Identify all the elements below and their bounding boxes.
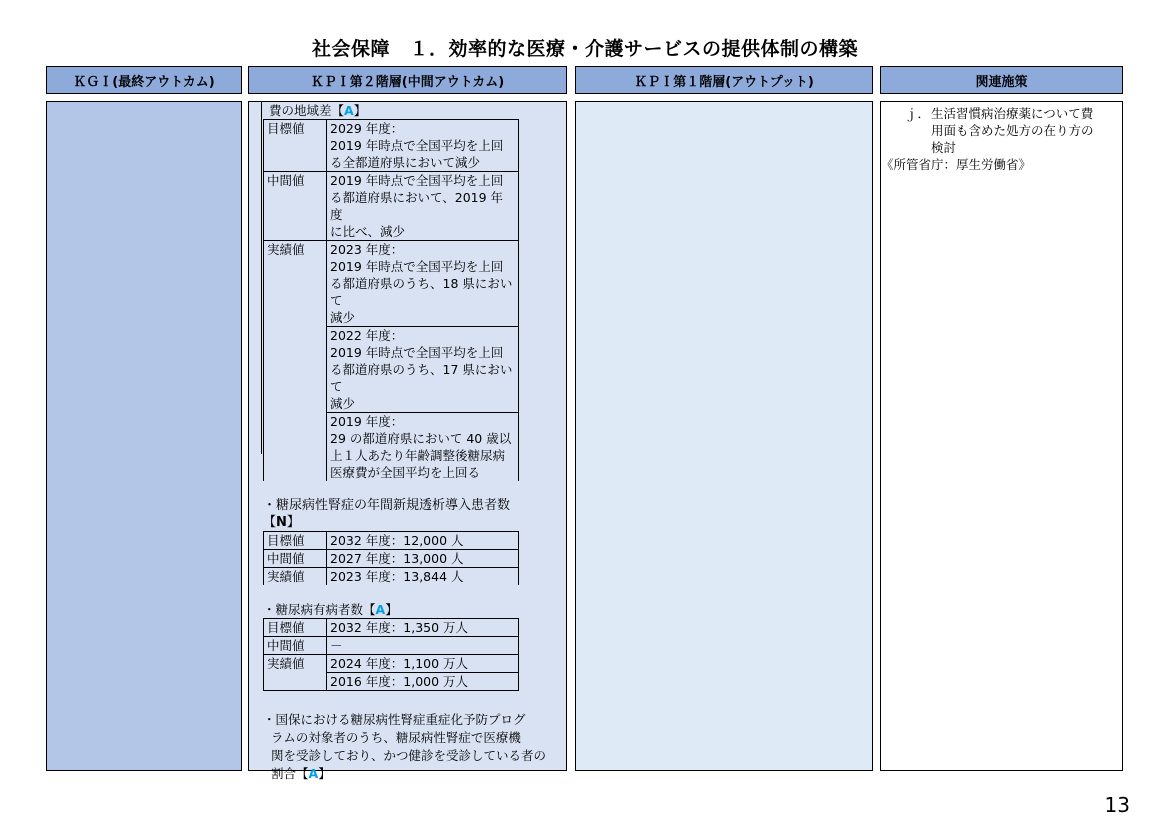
actual-value-2023: 2023 年度： 2019 年時点で全国平均を上回 る都道府県のうち、18 県において 減少 xyxy=(327,241,519,327)
table-row: 2016 年度：1,000 万人 xyxy=(264,673,519,691)
item4-text: ・国保における糖尿病性腎症重症化予防プログ ラムの対象者のうち、糖尿病性腎症で医療機 関を受診しており、かつ健診を受診している者の 割合【A】 xyxy=(263,712,547,781)
item4-letter: A xyxy=(308,766,319,781)
interim-label: 中間値 xyxy=(264,172,327,241)
header-kgi: ＫＧＩ(最終アウトカム) xyxy=(46,66,242,94)
table-row xyxy=(264,241,519,327)
header-kpi2: ＫＰＩ第２階層(中間アウトカム) xyxy=(248,66,567,94)
item1-letter: A xyxy=(344,103,354,118)
table-row: 中間値 2027 年度：13,000 人 xyxy=(264,550,519,568)
measures-column xyxy=(880,101,1123,771)
item3-title: ・糖尿病有病者数【A】 xyxy=(263,602,398,617)
actual-value-2019: 2019 年度： 29 の都道府県において 40 歳以 上１人あたり年齢調整後糖尿病 医療費が全国平均を上回る xyxy=(327,413,519,482)
kpi2-content xyxy=(263,102,562,781)
item2-letter: N xyxy=(276,515,287,530)
measure-j-number: ｊ． xyxy=(905,106,931,121)
measures-content xyxy=(881,102,1122,173)
target-label: 目標値 xyxy=(264,120,327,172)
table-row: 実績値 2023 年度：13,844 人 xyxy=(264,568,519,586)
measure-j-text: 生活習慣病治療薬について費 用面も含めた処方の在り方の 検討 xyxy=(931,106,1094,155)
continuation-line xyxy=(261,102,262,454)
item3-letter: A xyxy=(375,602,386,617)
actual-value-2022: 2022 年度： 2019 年時点で全国平均を上回 る都道府県のうち、17 県において 減少 xyxy=(327,327,519,413)
table-row: 目標値 2032 年度：1,350 万人 xyxy=(264,619,519,637)
item3-table xyxy=(263,618,519,691)
actual-label: 実績値 xyxy=(264,241,327,482)
kgi-column xyxy=(46,101,242,771)
table-row xyxy=(264,120,519,172)
measure-j xyxy=(891,105,1112,156)
page-title: 社会保障 １．効率的な医療・介護サービスの提供体制の構築 xyxy=(311,38,858,60)
header-kpi1: ＫＰＩ第１階層(アウトプット) xyxy=(575,66,873,94)
kpi1-column xyxy=(575,101,873,771)
kpi2-column xyxy=(248,101,567,781)
item1-title: 費の地域差【A】 xyxy=(269,103,367,118)
item2-title: ・糖尿病性腎症の年間新規透析導入患者数 【N】 xyxy=(263,498,511,530)
table-row: 中間値 － xyxy=(264,637,519,655)
page-number: 13 xyxy=(1104,793,1130,817)
header-measures: 関連施策 xyxy=(880,66,1123,94)
target-value: 2029 年度： 2019 年時点で全国平均を上回 る全都道府県において減少 xyxy=(327,120,519,172)
item1-table xyxy=(263,119,519,481)
interim-value: 2019 年時点で全国平均を上回 る都道府県において、2019 年度 に比べ、減少 xyxy=(327,172,519,241)
table-row xyxy=(264,172,519,241)
ministry-note: 《所管省庁：厚生労働省》 xyxy=(881,157,1032,172)
item2-table xyxy=(263,531,519,585)
table-row: 目標値 2032 年度：12,000 人 xyxy=(264,532,519,550)
table-row: 実績値 2024 年度：1,100 万人 xyxy=(264,655,519,673)
